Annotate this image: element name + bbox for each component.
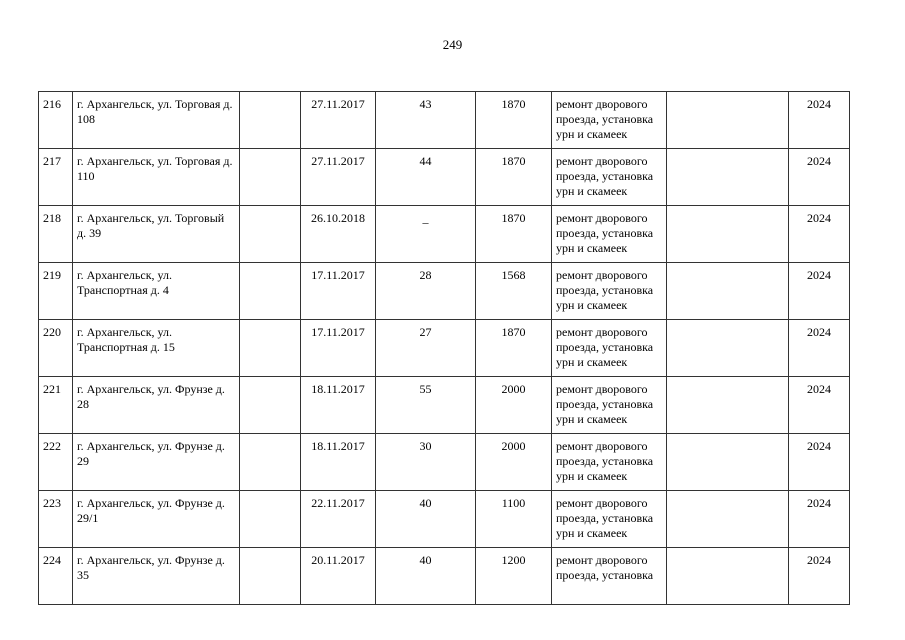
table-row (39, 548, 850, 605)
year-cell: 2024 (789, 149, 850, 206)
area-cell: 1870 (476, 92, 552, 149)
quantity-cell: 28 (376, 263, 476, 320)
quantity-cell: 40 (376, 548, 476, 605)
address-cell: г. Архангельск, ул. Фрунзе д. 35 (73, 548, 240, 605)
empty-cell (240, 263, 301, 320)
table-row (39, 320, 850, 377)
area-cell: 2000 (476, 377, 552, 434)
empty-cell (240, 149, 301, 206)
year-cell: 2024 (789, 548, 850, 605)
date-cell: 17.11.2017 (301, 320, 376, 377)
area-cell: 1200 (476, 548, 552, 605)
table-row (39, 206, 850, 263)
date-cell: 27.11.2017 (301, 92, 376, 149)
work-type-cell: ремонт дворового проезда, установка урн и скамеек (552, 320, 667, 377)
work-type-cell: ремонт дворового проезда, установка урн и скамеек (552, 92, 667, 149)
table-row (39, 149, 850, 206)
date-cell: 17.11.2017 (301, 263, 376, 320)
table-row (39, 92, 850, 149)
empty-cell (667, 92, 789, 149)
empty-cell (667, 491, 789, 548)
table-row (39, 491, 850, 548)
empty-cell (667, 149, 789, 206)
work-type-cell: ремонт дворового проезда, установка урн и скамеек (552, 377, 667, 434)
address-cell: г. Архангельск, ул. Торговый д. 39 (73, 206, 240, 263)
quantity-cell: _ (376, 206, 476, 263)
year-cell: 2024 (789, 491, 850, 548)
address-cell: г. Архангельск, ул. Торговая д. 108 (73, 92, 240, 149)
year-cell: 2024 (789, 206, 850, 263)
empty-cell (667, 320, 789, 377)
row-number-cell: 219 (39, 263, 73, 320)
year-cell: 2024 (789, 263, 850, 320)
row-number-cell: 222 (39, 434, 73, 491)
date-cell: 26.10.2018 (301, 206, 376, 263)
area-cell: 1870 (476, 149, 552, 206)
date-cell: 18.11.2017 (301, 377, 376, 434)
area-cell: 1870 (476, 320, 552, 377)
empty-cell (667, 548, 789, 605)
year-cell: 2024 (789, 377, 850, 434)
address-cell: г. Архангельск, ул. Торговая д. 110 (73, 149, 240, 206)
work-type-cell: ремонт дворового проезда, установка (552, 548, 667, 605)
date-cell: 27.11.2017 (301, 149, 376, 206)
empty-cell (240, 548, 301, 605)
empty-cell (240, 434, 301, 491)
area-cell: 2000 (476, 434, 552, 491)
row-number-cell: 216 (39, 92, 73, 149)
work-type-cell: ремонт дворового проезда, установка урн и скамеек (552, 149, 667, 206)
empty-cell (240, 206, 301, 263)
address-cell: г. Архангельск, ул. Фрунзе д. 29/1 (73, 491, 240, 548)
empty-cell (667, 377, 789, 434)
year-cell: 2024 (789, 434, 850, 491)
empty-cell (667, 434, 789, 491)
yard-registry-table (38, 91, 850, 605)
quantity-cell: 27 (376, 320, 476, 377)
empty-cell (667, 263, 789, 320)
area-cell: 1100 (476, 491, 552, 548)
date-cell: 18.11.2017 (301, 434, 376, 491)
year-cell: 2024 (789, 92, 850, 149)
row-number-cell: 221 (39, 377, 73, 434)
quantity-cell: 44 (376, 149, 476, 206)
date-cell: 20.11.2017 (301, 548, 376, 605)
address-cell: г. Архангельск, ул. Транспортная д. 4 (73, 263, 240, 320)
quantity-cell: 43 (376, 92, 476, 149)
quantity-cell: 40 (376, 491, 476, 548)
empty-cell (667, 206, 789, 263)
row-number-cell: 223 (39, 491, 73, 548)
page-number: 249 (442, 37, 463, 52)
work-type-cell: ремонт дворового проезда, установка урн и скамеек (552, 206, 667, 263)
table-row (39, 263, 850, 320)
table-body (39, 92, 850, 605)
work-type-cell: ремонт дворового проезда, установка урн и скамеек (552, 491, 667, 548)
empty-cell (240, 92, 301, 149)
address-cell: г. Архангельск, ул. Фрунзе д. 29 (73, 434, 240, 491)
table-row (39, 434, 850, 491)
row-number-cell: 218 (39, 206, 73, 263)
quantity-cell: 55 (376, 377, 476, 434)
year-cell: 2024 (789, 320, 850, 377)
row-number-cell: 220 (39, 320, 73, 377)
empty-cell (240, 377, 301, 434)
empty-cell (240, 491, 301, 548)
row-number-cell: 217 (39, 149, 73, 206)
row-number-cell: 224 (39, 548, 73, 605)
date-cell: 22.11.2017 (301, 491, 376, 548)
work-type-cell: ремонт дворового проезда, установка урн и скамеек (552, 263, 667, 320)
address-cell: г. Архангельск, ул. Фрунзе д. 28 (73, 377, 240, 434)
quantity-cell: 30 (376, 434, 476, 491)
address-cell: г. Архангельск, ул. Транспортная д. 15 (73, 320, 240, 377)
work-type-cell: ремонт дворового проезда, установка урн и скамеек (552, 434, 667, 491)
empty-cell (240, 320, 301, 377)
area-cell: 1568 (476, 263, 552, 320)
area-cell: 1870 (476, 206, 552, 263)
table-row (39, 377, 850, 434)
